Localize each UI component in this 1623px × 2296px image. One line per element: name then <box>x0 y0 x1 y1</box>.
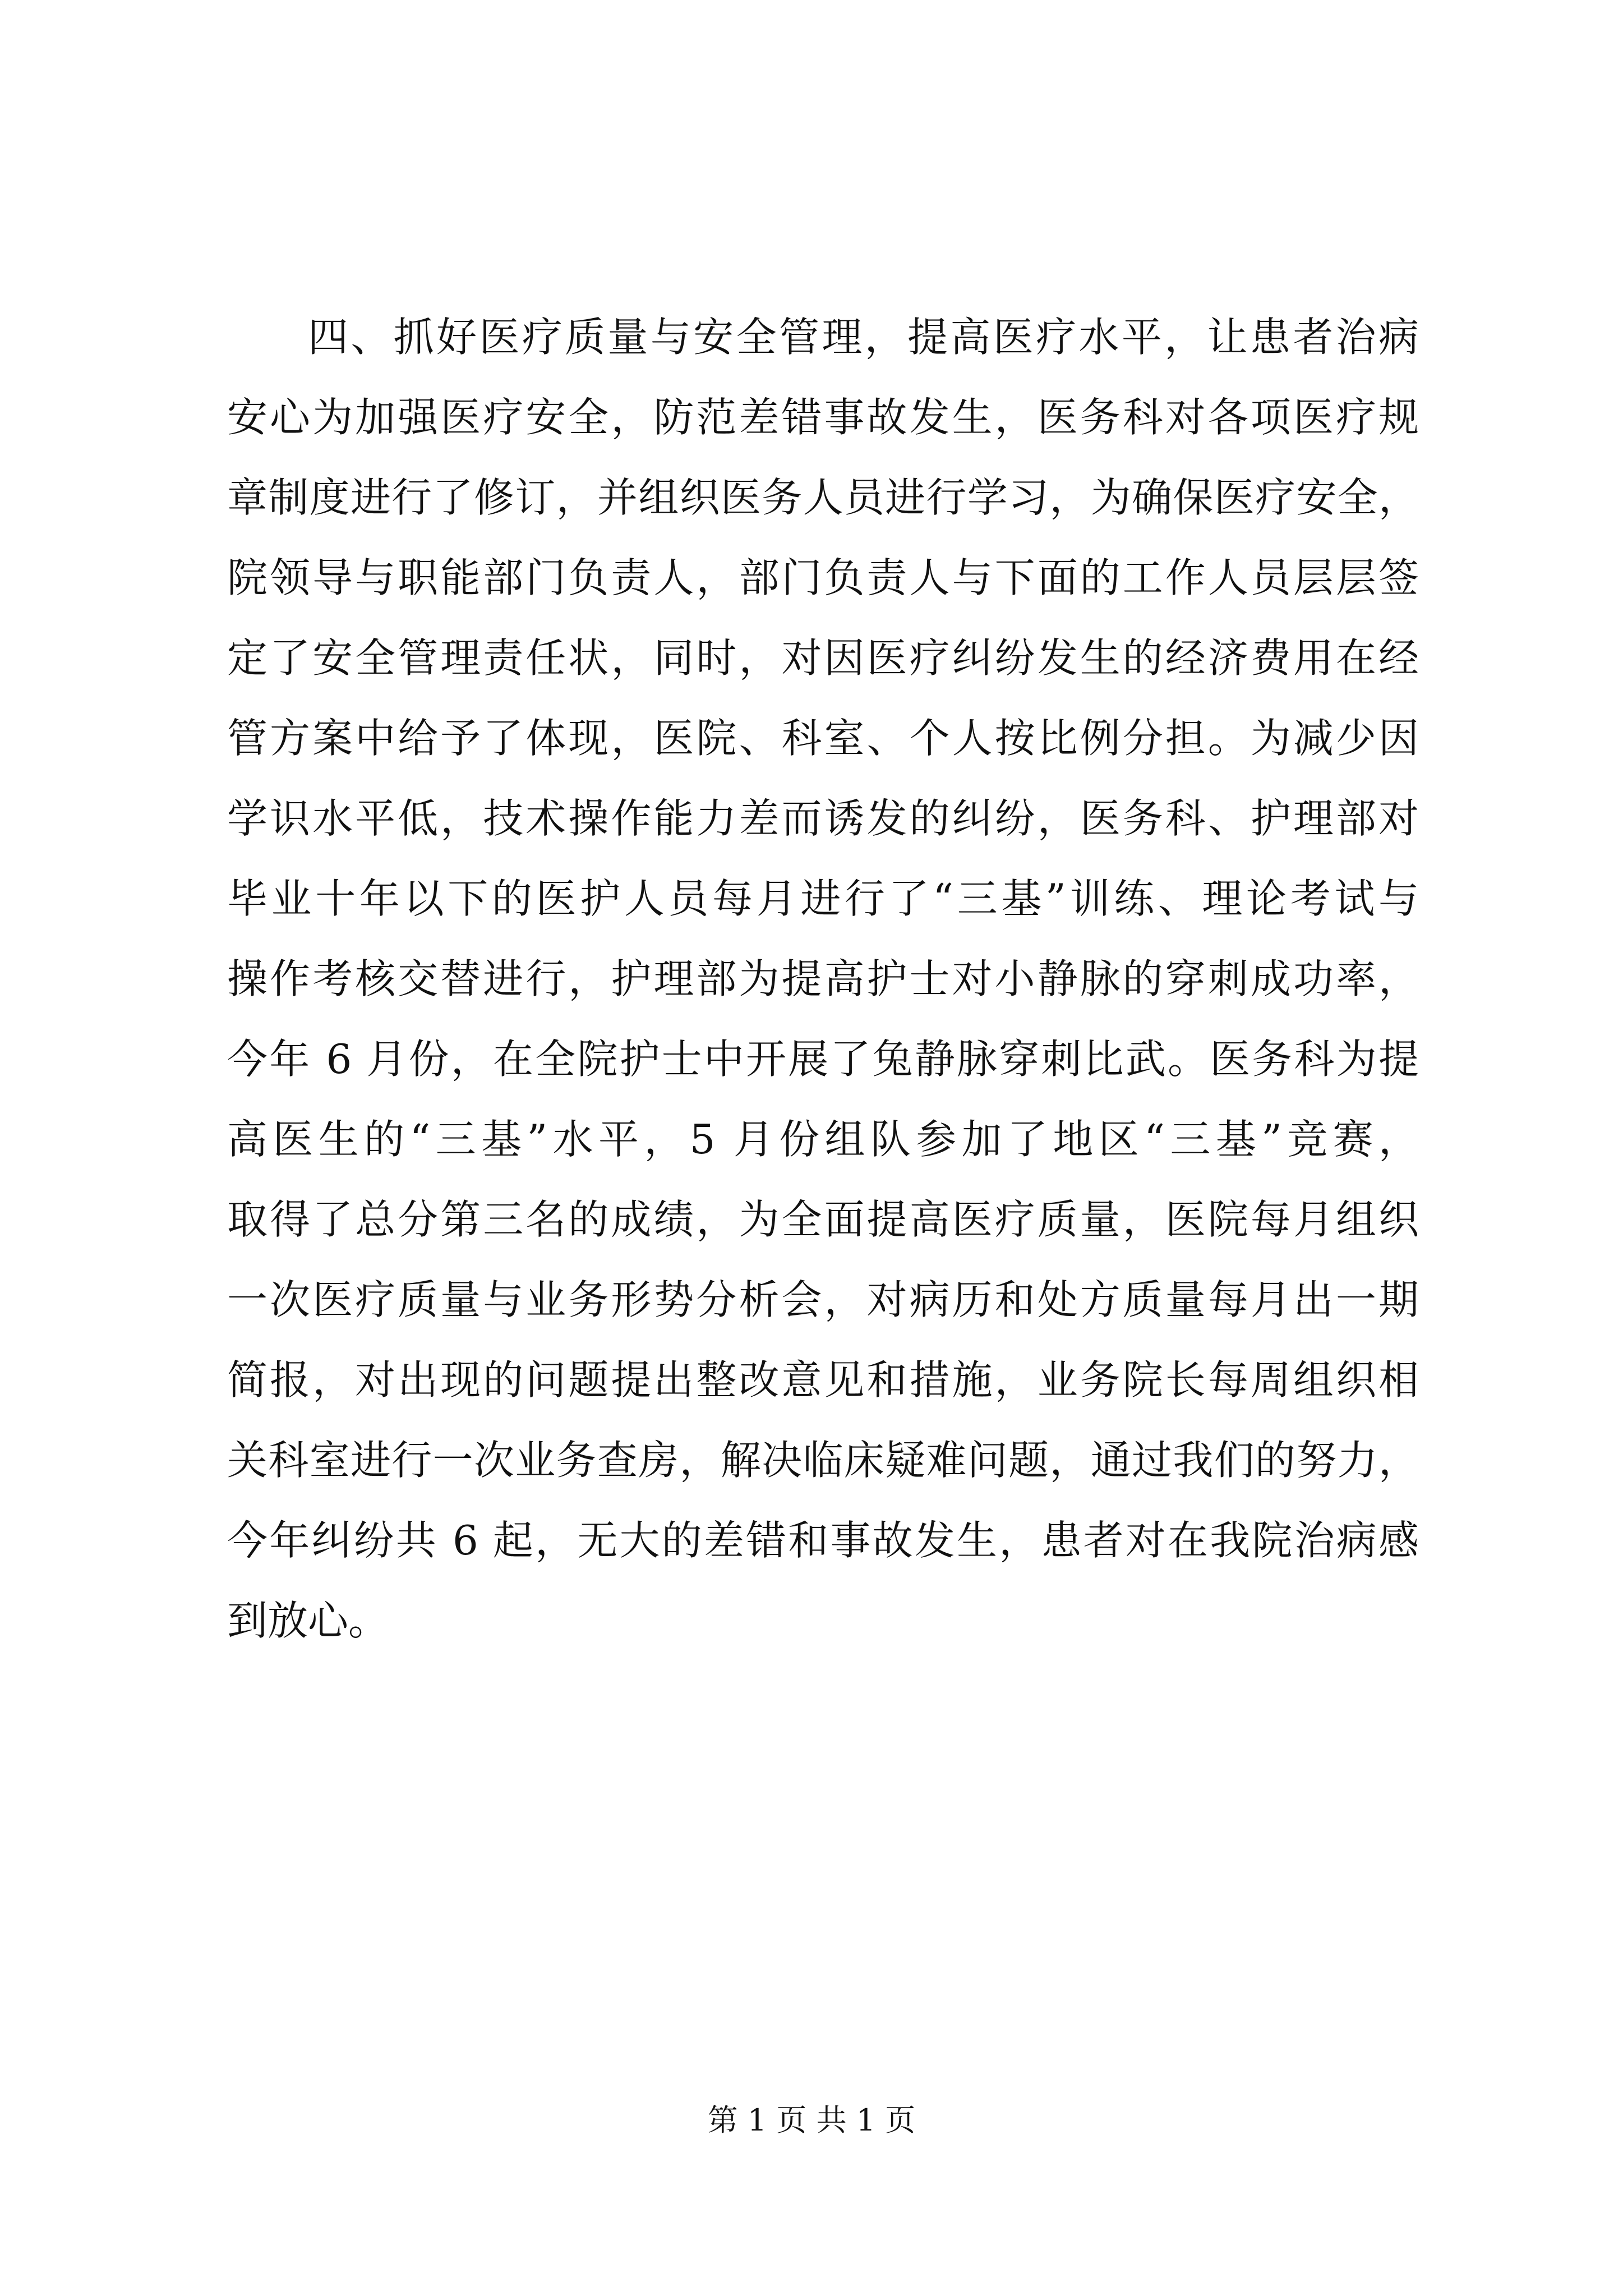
paragraph-line: 学识水平低，技术操作能力差而诱发的纠纷，医务科、护理部对 <box>227 795 1419 842</box>
page-footer: 第 1 页 共 1 页 <box>707 2102 916 2138</box>
paragraph-line: 今年 6 月份，在全院护士中开展了兔静脉穿刺比武。医务科为提 <box>227 1036 1419 1083</box>
paragraph-line: 今年纠纷共 6 起，无大的差错和事故发生，患者对在我院治病感 <box>227 1517 1419 1564</box>
paragraph-line: 关科室进行一次业务查房，解决临床疑难问题，通过我们的努力， <box>227 1437 1419 1484</box>
body-paragraph <box>227 297 1419 1661</box>
paragraph-line: 章制度进行了修订，并组织医务人员进行学习，为确保医疗安全， <box>227 474 1419 521</box>
paragraph-line: 取得了总分第三名的成绩，为全面提高医疗质量，医院每月组织 <box>227 1196 1419 1243</box>
paragraph-line: 安心为加强医疗安全，防范差错事故发生，医务科对各项医疗规 <box>227 394 1419 441</box>
paragraph-line: 一次医疗质量与业务形势分析会，对病历和处方质量每月出一期 <box>227 1276 1419 1323</box>
paragraph-line: 院领导与职能部门负责人，部门负责人与下面的工作人员层层签 <box>227 554 1419 601</box>
paragraph-line: 毕业十年以下的医护人员每月进行了“三基”训练、理论考试与 <box>227 875 1419 922</box>
paragraph-line: 四、抓好医疗质量与安全管理，提高医疗水平，让患者治病 <box>308 314 1419 361</box>
paragraph-line: 操作考核交替进行，护理部为提高护士对小静脉的穿刺成功率， <box>227 955 1419 1002</box>
paragraph-line: 简报，对出现的问题提出整改意见和措施，业务院长每周组织相 <box>227 1356 1419 1404</box>
paragraph-line: 到放心。 <box>227 1597 389 1644</box>
paragraph-line: 定了安全管理责任状，同时，对因医疗纠纷发生的经济费用在经 <box>227 634 1419 682</box>
paragraph-line: 管方案中给予了体现，医院、科室、个人按比例分担。为减少因 <box>227 715 1419 762</box>
paragraph-line: 高医生的“三基”水平，5 月份组队参加了地区“三基”竞赛， <box>227 1116 1419 1163</box>
